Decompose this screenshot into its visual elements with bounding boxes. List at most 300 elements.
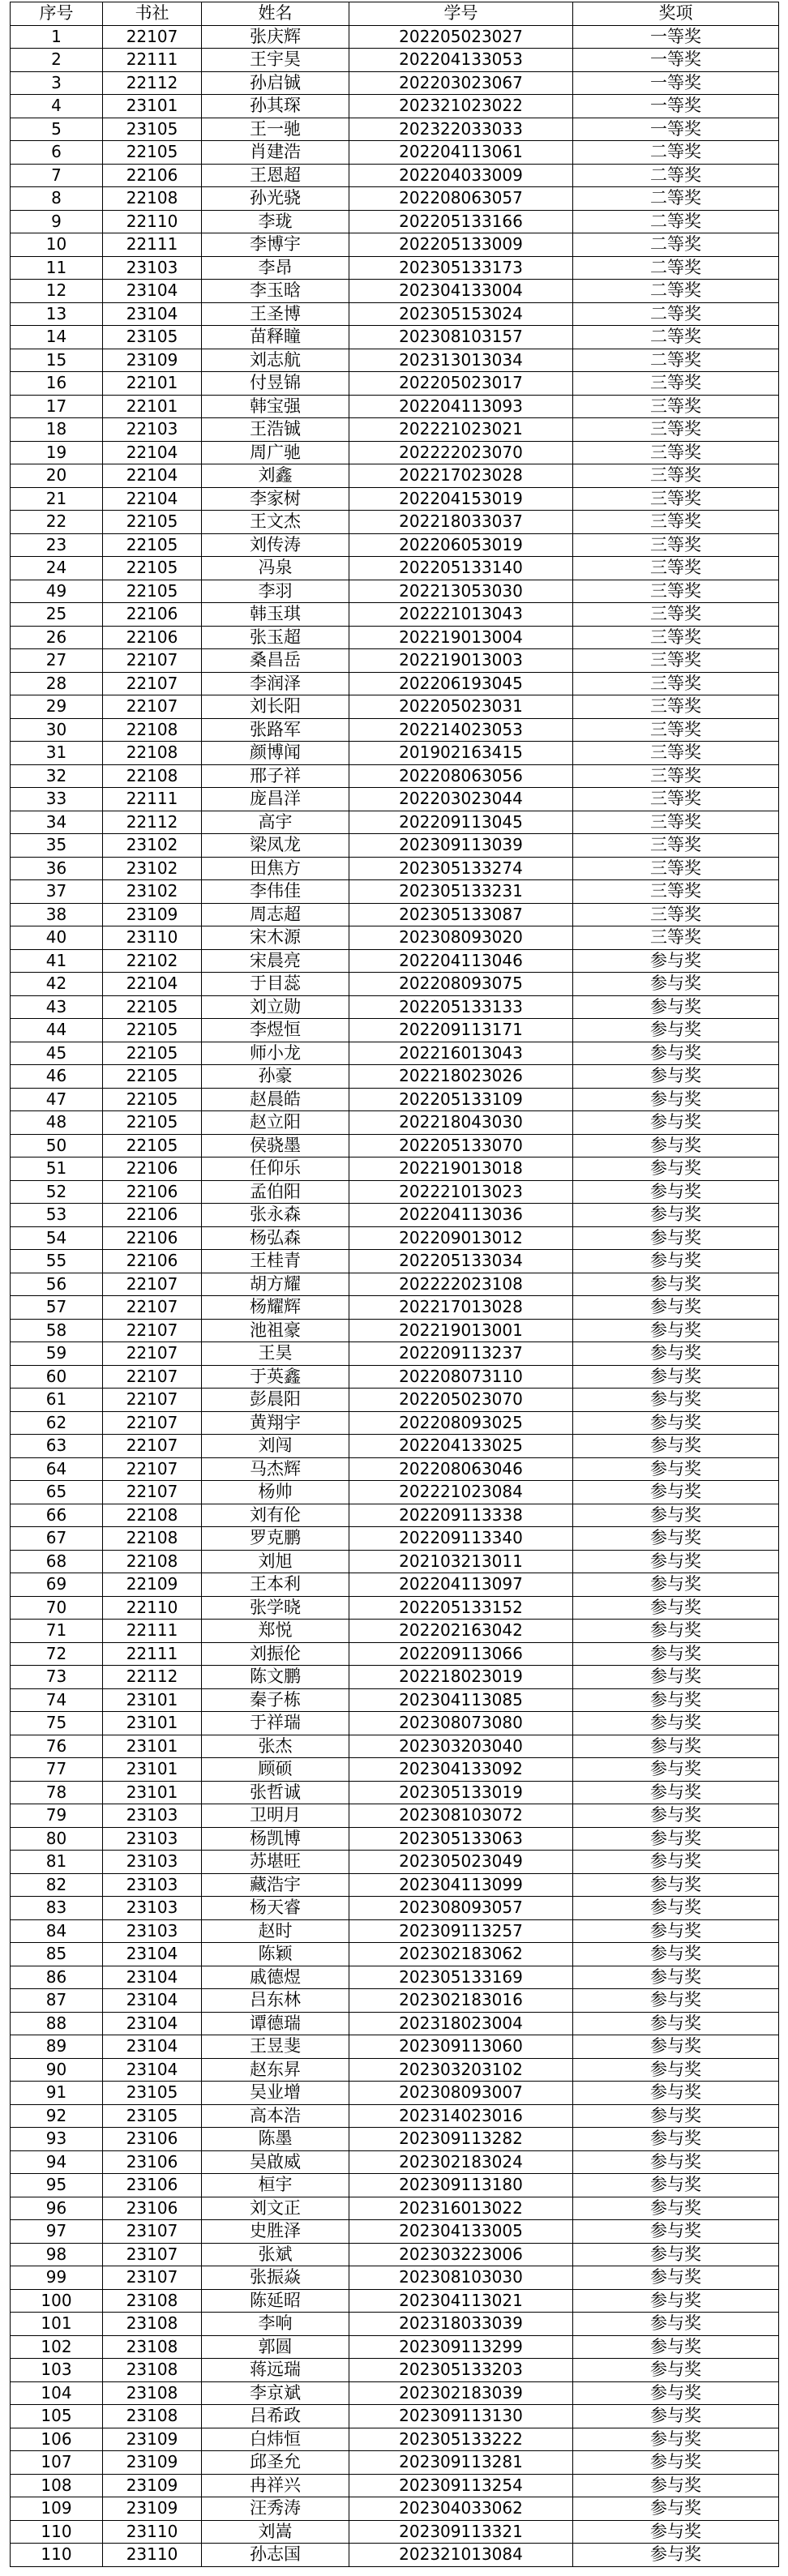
cell-student-id: 202314023016	[349, 2104, 573, 2128]
cell-student-id: 202303203102	[349, 2058, 573, 2082]
cell-award: 参与奖	[573, 2174, 779, 2197]
cell-award: 参与奖	[573, 1550, 779, 1573]
cell-student-id: 202204113046	[349, 949, 573, 973]
cell-index: 5	[11, 118, 103, 141]
cell-index: 61	[11, 1389, 103, 1412]
cell-student-id: 202308093020	[349, 926, 573, 950]
table-row	[11, 2289, 779, 2313]
table-row	[11, 2335, 779, 2359]
cell-award: 参与奖	[573, 1781, 779, 1804]
cell-student-id: 202316013022	[349, 2197, 573, 2220]
cell-index: 26	[11, 626, 103, 649]
cell-student-id: 202205133070	[349, 1134, 573, 1157]
table-row	[11, 533, 779, 557]
cell-student-id: 202309113130	[349, 2405, 573, 2428]
cell-award: 参与奖	[573, 1111, 779, 1135]
cell-name: 刘文正	[202, 2197, 349, 2220]
cell-award: 参与奖	[573, 2082, 779, 2105]
cell-student-id: 202214023053	[349, 718, 573, 742]
table-row	[11, 511, 779, 534]
cell-name: 池祖豪	[202, 1319, 349, 1342]
cell-award: 一等奖	[573, 118, 779, 141]
cell-book-club: 22107	[103, 1481, 202, 1504]
cell-index: 56	[11, 1273, 103, 1296]
table-row	[11, 233, 779, 257]
cell-award: 参与奖	[573, 1296, 779, 1320]
cell-index: 77	[11, 1758, 103, 1782]
cell-student-id: 202308073080	[349, 1712, 573, 1735]
cell-index: 8	[11, 187, 103, 211]
cell-name: 于目蕊	[202, 973, 349, 996]
cell-award: 参与奖	[573, 2428, 779, 2451]
cell-index: 35	[11, 834, 103, 858]
cell-name: 高本浩	[202, 2104, 349, 2128]
table-row	[11, 487, 779, 511]
cell-name: 王圣博	[202, 302, 349, 326]
cell-book-club: 22105	[103, 1111, 202, 1135]
cell-student-id: 202218023019	[349, 1666, 573, 1689]
cell-book-club: 22110	[103, 1596, 202, 1620]
cell-name: 彭晨阳	[202, 1389, 349, 1412]
table-row	[11, 742, 779, 765]
cell-name: 陈延昭	[202, 2289, 349, 2313]
cell-index: 32	[11, 764, 103, 788]
table-row	[11, 187, 779, 211]
table-row	[11, 1966, 779, 1989]
cell-book-club: 22106	[103, 1204, 202, 1227]
cell-award: 参与奖	[573, 1735, 779, 1758]
table-row	[11, 718, 779, 742]
table-body	[11, 25, 779, 2566]
cell-name: 汪秀涛	[202, 2497, 349, 2521]
cell-award: 一等奖	[573, 49, 779, 72]
cell-book-club: 22108	[103, 764, 202, 788]
cell-student-id: 202222023070	[349, 441, 573, 464]
table-row	[11, 2451, 779, 2475]
cell-index: 64	[11, 1457, 103, 1481]
cell-name: 王昱斐	[202, 2035, 349, 2059]
cell-name: 邱圣允	[202, 2451, 349, 2475]
cell-name: 田焦方	[202, 857, 349, 880]
cell-award: 参与奖	[573, 1389, 779, 1412]
cell-student-id: 202204113036	[349, 1204, 573, 1227]
cell-award: 参与奖	[573, 1226, 779, 1250]
cell-student-id: 202209113237	[349, 1342, 573, 1366]
cell-index: 70	[11, 1596, 103, 1620]
cell-book-club: 22105	[103, 995, 202, 1019]
cell-index: 24	[11, 557, 103, 580]
cell-award: 参与奖	[573, 1688, 779, 1712]
cell-name: 刘长阳	[202, 695, 349, 719]
cell-student-id: 202208093025	[349, 1411, 573, 1435]
cell-name: 吕希政	[202, 2405, 349, 2428]
cell-index: 30	[11, 718, 103, 742]
cell-index: 85	[11, 1943, 103, 1966]
cell-student-id: 202209113045	[349, 811, 573, 834]
cell-award: 参与奖	[573, 2289, 779, 2313]
cell-book-club: 22108	[103, 742, 202, 765]
cell-index: 44	[11, 1019, 103, 1042]
cell-index: 108	[11, 2474, 103, 2497]
cell-book-club: 22107	[103, 1435, 202, 1458]
table-row	[11, 2544, 779, 2567]
cell-award: 参与奖	[573, 2220, 779, 2244]
table-row	[11, 349, 779, 372]
header-award: 奖项	[573, 2, 779, 26]
cell-index: 93	[11, 2128, 103, 2151]
cell-award: 参与奖	[573, 2058, 779, 2082]
cell-book-club: 23110	[103, 926, 202, 950]
cell-index: 80	[11, 1827, 103, 1851]
table-row	[11, 1804, 779, 1828]
cell-award: 参与奖	[573, 1250, 779, 1273]
table-row	[11, 2012, 779, 2035]
cell-student-id: 202304133005	[349, 2220, 573, 2244]
cell-name: 杨耀辉	[202, 1296, 349, 1320]
table-row	[11, 603, 779, 627]
cell-book-club: 22105	[103, 557, 202, 580]
cell-book-club: 22106	[103, 626, 202, 649]
cell-student-id: 202221013023	[349, 1180, 573, 1204]
cell-student-id: 202205133140	[349, 557, 573, 580]
cell-award: 参与奖	[573, 2313, 779, 2336]
cell-book-club: 23103	[103, 256, 202, 280]
cell-student-id: 202305133203	[349, 2359, 573, 2382]
cell-award: 参与奖	[573, 2197, 779, 2220]
table-row	[11, 973, 779, 996]
cell-book-club: 22101	[103, 372, 202, 396]
cell-index: 15	[11, 349, 103, 372]
table-row	[11, 1226, 779, 1250]
cell-name: 王本利	[202, 1573, 349, 1597]
cell-name: 张玉超	[202, 626, 349, 649]
table-row	[11, 764, 779, 788]
cell-name: 卫明月	[202, 1804, 349, 1828]
table-row	[11, 1204, 779, 1227]
table-row	[11, 302, 779, 326]
cell-book-club: 23105	[103, 326, 202, 349]
cell-name: 张永森	[202, 1204, 349, 1227]
cell-name: 李响	[202, 2313, 349, 2336]
table-row	[11, 1851, 779, 1874]
table-row	[11, 95, 779, 118]
cell-name: 师小龙	[202, 1042, 349, 1065]
cell-index: 45	[11, 1042, 103, 1065]
cell-student-id: 202203023067	[349, 71, 573, 95]
table-row	[11, 1111, 779, 1135]
cell-student-id: 202308103030	[349, 2266, 573, 2290]
cell-book-club: 23102	[103, 834, 202, 858]
cell-index: 62	[11, 1411, 103, 1435]
table-row	[11, 1342, 779, 1366]
cell-student-id: 202205133166	[349, 210, 573, 233]
cell-student-id: 202205023017	[349, 372, 573, 396]
cell-name: 郑悦	[202, 1620, 349, 1643]
table-row	[11, 2035, 779, 2059]
cell-student-id: 202219013004	[349, 626, 573, 649]
table-row	[11, 995, 779, 1019]
table-row	[11, 1573, 779, 1597]
table-row	[11, 372, 779, 396]
cell-index: 18	[11, 418, 103, 442]
cell-student-id: 202304113099	[349, 1873, 573, 1897]
cell-award: 参与奖	[573, 2150, 779, 2174]
cell-student-id: 202308093057	[349, 1897, 573, 1920]
cell-name: 任仰乐	[202, 1157, 349, 1181]
header-name: 姓名	[202, 2, 349, 26]
cell-index: 110	[11, 2520, 103, 2544]
cell-index: 22	[11, 511, 103, 534]
cell-award: 三等奖	[573, 533, 779, 557]
cell-student-id: 202209113340	[349, 1527, 573, 1551]
cell-index: 38	[11, 903, 103, 926]
cell-award: 三等奖	[573, 718, 779, 742]
table-row	[11, 49, 779, 72]
cell-index: 14	[11, 326, 103, 349]
cell-award: 三等奖	[573, 626, 779, 649]
cell-book-club: 22111	[103, 1642, 202, 1666]
cell-book-club: 23108	[103, 2405, 202, 2428]
cell-student-id: 202305133274	[349, 857, 573, 880]
cell-award: 参与奖	[573, 1342, 779, 1366]
cell-award: 参与奖	[573, 1180, 779, 1204]
cell-name: 秦子栋	[202, 1688, 349, 1712]
cell-award: 一等奖	[573, 71, 779, 95]
cell-book-club: 22111	[103, 49, 202, 72]
table-row	[11, 2474, 779, 2497]
cell-name: 赵时	[202, 1919, 349, 1943]
cell-index: 91	[11, 2082, 103, 2105]
cell-book-club: 22107	[103, 1273, 202, 1296]
cell-index: 78	[11, 1781, 103, 1804]
cell-student-id: 202309113281	[349, 2451, 573, 2475]
cell-student-id: 202221023084	[349, 1481, 573, 1504]
cell-student-id: 202209113338	[349, 1504, 573, 1527]
cell-name: 宋晨亮	[202, 949, 349, 973]
cell-award: 参与奖	[573, 1088, 779, 1111]
cell-book-club: 22107	[103, 1365, 202, 1389]
cell-book-club: 23104	[103, 2012, 202, 2035]
cell-student-id: 202303203040	[349, 1735, 573, 1758]
cell-student-id: 202309113039	[349, 834, 573, 858]
cell-name: 马杰辉	[202, 1457, 349, 1481]
table-row	[11, 1389, 779, 1412]
cell-index: 104	[11, 2381, 103, 2405]
table-row	[11, 2058, 779, 2082]
cell-index: 36	[11, 857, 103, 880]
cell-award: 参与奖	[573, 1873, 779, 1897]
cell-book-club: 22108	[103, 1550, 202, 1573]
cell-book-club: 23109	[103, 2451, 202, 2475]
table-row	[11, 880, 779, 904]
table-row	[11, 2082, 779, 2105]
cell-index: 94	[11, 2150, 103, 2174]
cell-student-id: 202219013018	[349, 1157, 573, 1181]
table-row	[11, 1596, 779, 1620]
cell-book-club: 23108	[103, 2335, 202, 2359]
table-row	[11, 395, 779, 418]
table-row	[11, 1435, 779, 1458]
cell-student-id: 202304113085	[349, 1688, 573, 1712]
table-row	[11, 1943, 779, 1966]
cell-student-id: 202208063057	[349, 187, 573, 211]
cell-book-club: 23101	[103, 1781, 202, 1804]
cell-award: 参与奖	[573, 2520, 779, 2544]
cell-book-club: 22107	[103, 1411, 202, 1435]
table-row	[11, 2381, 779, 2405]
cell-name: 付昱锦	[202, 372, 349, 396]
cell-award: 参与奖	[573, 2243, 779, 2266]
cell-index: 54	[11, 1226, 103, 1250]
cell-book-club: 22108	[103, 1504, 202, 1527]
cell-book-club: 23107	[103, 2266, 202, 2290]
cell-index: 28	[11, 672, 103, 695]
cell-award: 参与奖	[573, 1966, 779, 1989]
cell-student-id: 202218033037	[349, 511, 573, 534]
cell-name: 郭圆	[202, 2335, 349, 2359]
cell-index: 7	[11, 164, 103, 187]
cell-book-club: 22112	[103, 1666, 202, 1689]
cell-book-club: 22108	[103, 1527, 202, 1551]
cell-name: 赵立阳	[202, 1111, 349, 1135]
cell-award: 参与奖	[573, 1042, 779, 1065]
table-row	[11, 2150, 779, 2174]
table-row	[11, 418, 779, 442]
cell-book-club: 23101	[103, 95, 202, 118]
cell-index: 101	[11, 2313, 103, 2336]
cell-name: 孙其琛	[202, 95, 349, 118]
cell-name: 白炜恒	[202, 2428, 349, 2451]
cell-index: 6	[11, 141, 103, 165]
cell-index: 9	[11, 210, 103, 233]
cell-award: 二等奖	[573, 349, 779, 372]
cell-award: 参与奖	[573, 2474, 779, 2497]
cell-student-id: 202204133053	[349, 49, 573, 72]
cell-name: 冯泉	[202, 557, 349, 580]
cell-award: 参与奖	[573, 1897, 779, 1920]
cell-index: 96	[11, 2197, 103, 2220]
cell-award: 三等奖	[573, 487, 779, 511]
cell-book-club: 23102	[103, 857, 202, 880]
table-row	[11, 672, 779, 695]
cell-index: 21	[11, 487, 103, 511]
table-row	[11, 1273, 779, 1296]
table-row	[11, 926, 779, 950]
cell-award: 参与奖	[573, 2104, 779, 2128]
cell-index: 52	[11, 1180, 103, 1204]
cell-award: 参与奖	[573, 1065, 779, 1089]
cell-name: 李珑	[202, 210, 349, 233]
cell-student-id: 202204113093	[349, 395, 573, 418]
cell-index: 79	[11, 1804, 103, 1828]
cell-book-club: 22108	[103, 187, 202, 211]
cell-student-id: 202208073110	[349, 1365, 573, 1389]
cell-student-id: 202218023026	[349, 1065, 573, 1089]
cell-book-club: 23101	[103, 1688, 202, 1712]
cell-book-club: 22112	[103, 811, 202, 834]
cell-name: 颜博闻	[202, 742, 349, 765]
cell-name: 张学晓	[202, 1596, 349, 1620]
cell-student-id: 202321013084	[349, 2544, 573, 2567]
table-row	[11, 695, 779, 719]
cell-award: 二等奖	[573, 210, 779, 233]
cell-award: 参与奖	[573, 2266, 779, 2290]
cell-index: 16	[11, 372, 103, 396]
table-row	[11, 141, 779, 165]
cell-student-id: 202209113066	[349, 1642, 573, 1666]
header-book-club: 书社	[103, 2, 202, 26]
cell-index: 53	[11, 1204, 103, 1227]
cell-index: 74	[11, 1688, 103, 1712]
cell-book-club: 22101	[103, 395, 202, 418]
cell-name: 杨天睿	[202, 1897, 349, 1920]
table-row	[11, 280, 779, 303]
cell-name: 肖建浩	[202, 141, 349, 165]
cell-index: 27	[11, 649, 103, 673]
table-row	[11, 464, 779, 488]
cell-name: 张振焱	[202, 2266, 349, 2290]
table-row	[11, 649, 779, 673]
cell-index: 90	[11, 2058, 103, 2082]
cell-index: 47	[11, 1088, 103, 1111]
cell-book-club: 22107	[103, 672, 202, 695]
cell-name: 王浩铖	[202, 418, 349, 442]
cell-student-id: 202204113097	[349, 1573, 573, 1597]
cell-book-club: 22105	[103, 141, 202, 165]
cell-award: 三等奖	[573, 464, 779, 488]
table-row	[11, 1411, 779, 1435]
cell-index: 66	[11, 1504, 103, 1527]
cell-book-club: 23108	[103, 2313, 202, 2336]
cell-name: 张斌	[202, 2243, 349, 2266]
table-row	[11, 1504, 779, 1527]
cell-book-club: 22112	[103, 71, 202, 95]
table-row	[11, 1666, 779, 1689]
award-table	[10, 2, 779, 2567]
cell-student-id: 202302183062	[349, 1943, 573, 1966]
table-row	[11, 1042, 779, 1065]
cell-award: 参与奖	[573, 1411, 779, 1435]
cell-book-club: 23103	[103, 1873, 202, 1897]
cell-book-club: 23102	[103, 880, 202, 904]
cell-book-club: 23104	[103, 1989, 202, 2013]
cell-book-club: 23103	[103, 1919, 202, 1943]
cell-index: 42	[11, 973, 103, 996]
cell-name: 刘有伦	[202, 1504, 349, 1527]
cell-student-id: 202221023021	[349, 418, 573, 442]
cell-index: 31	[11, 742, 103, 765]
cell-award: 二等奖	[573, 233, 779, 257]
cell-name: 苗释瞳	[202, 326, 349, 349]
header-row	[11, 2, 779, 26]
cell-name: 王文杰	[202, 511, 349, 534]
cell-name: 王恩超	[202, 164, 349, 187]
cell-student-id: 202304133092	[349, 1758, 573, 1782]
cell-index: 46	[11, 1065, 103, 1089]
cell-name: 刘鑫	[202, 464, 349, 488]
cell-name: 王宇昊	[202, 49, 349, 72]
cell-student-id: 202208093075	[349, 973, 573, 996]
cell-index: 43	[11, 995, 103, 1019]
cell-name: 于祥瑞	[202, 1712, 349, 1735]
cell-award: 一等奖	[573, 95, 779, 118]
cell-index: 92	[11, 2104, 103, 2128]
cell-book-club: 23109	[103, 2474, 202, 2497]
cell-name: 吴业增	[202, 2082, 349, 2105]
cell-index: 75	[11, 1712, 103, 1735]
cell-book-club: 23106	[103, 2197, 202, 2220]
cell-book-club: 23106	[103, 2174, 202, 2197]
